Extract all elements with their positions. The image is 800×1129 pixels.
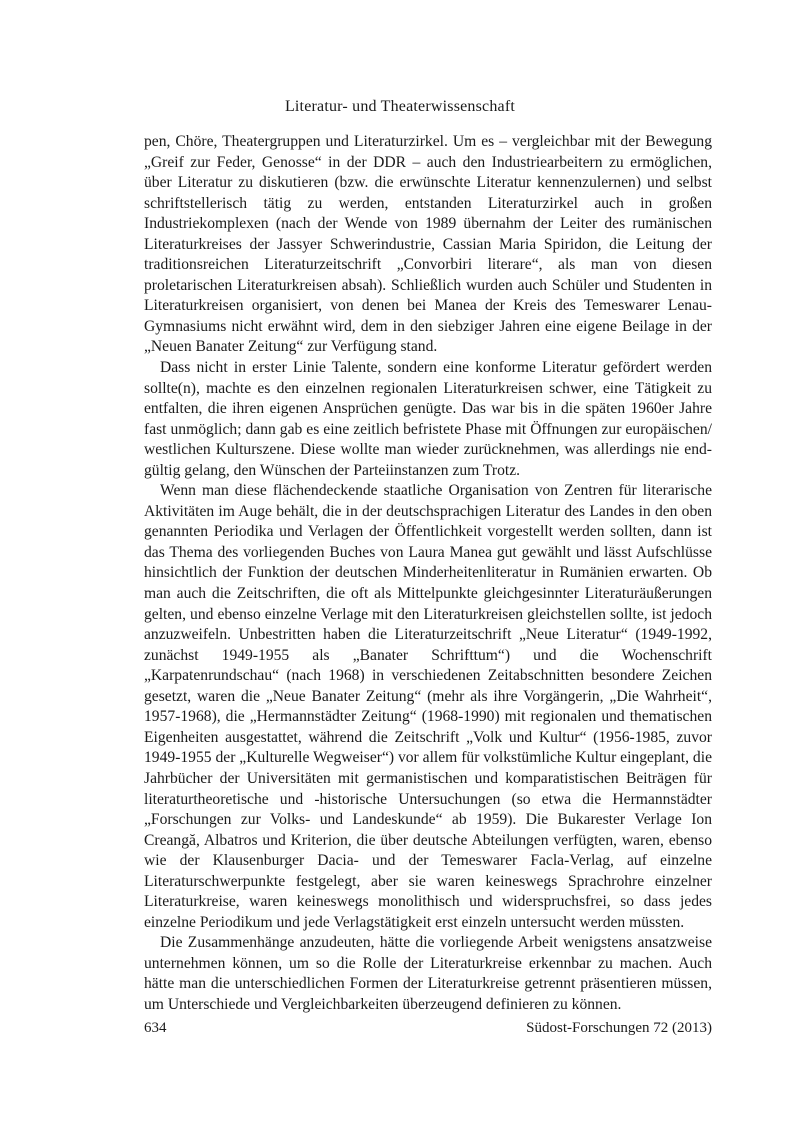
article-body [144, 132, 712, 1016]
paragraph: pen, Chöre, Theatergruppen und Literaturzirkel. Um es – vergleichbar mit der Bewegung „Greif zur Feder, Genosse“ in der DDR – auch den Industriearbeitern zu ermöglichen, über Literatur zu diskutieren (bzw. die erwünschte Literatur kennenzulernen) und selbst schriftstellerisch tätig zu werden, entstanden Literaturzirkel auch in großen Industriekomplexen (nach der Wende von 1989 übernahm der Leiter des rumänischen Literaturkreises der Jassyer Schwerindustrie, Cassian Maria Spiridon, die Leitung der traditionsreichen Literaturzeitschrift „Convorbiri literare“, als man von diesen proletarischen Literaturkreisen absah). Schließlich wurden auch Schüler und Studenten in Literaturkreisen organisiert, von denen bei Manea der Kreis des Temeswarer Lenau-Gymnasiums nicht erwähnt wird, dem in den siebziger Jahren eine eigene Beilage in der „Neuen Banater Zeitung“ zur Verfügung stand. [144, 133, 712, 356]
page-number: 634 [144, 1020, 167, 1036]
paragraph: Die Zusammenhänge anzudeuten, hätte die vorliegende Arbeit wenigstens ansatzweise unternehmen können, um so die Rolle der Literaturkreise erkennbar zu machen. Auch hätte man die unterschiedlichen Formen der Literaturkreise getrennt präsentieren müssen, um Unterschiede und Vergleichbarkeiten überzeugend definieren zu können. [144, 934, 712, 1013]
journal-citation: Südost-Forschungen 72 (2013) [526, 1020, 712, 1036]
paragraph: Wenn man diese flächendeckende staatliche Organisation von Zentren für literarische Aktivitäten im Auge behält, die in der deutschsprachigen Literatur des Landes in den oben genannten Periodika und Verlagen der Öffentlichkeit vorgestellt werden sollten, dann ist das Thema des vorliegenden Buches von Laura Manea gut gewählt und lässt Aufschlüsse hinsichtlich der Funktion der deutschen Minderheitenliteratur in Rumänien erwarten. Ob man auch die Zeitschriften, die oft als Mittelpunkte gleichgesinnter Literaturäußerungen gelten, und ebenso einzelne Verlage mit den Literaturkreisen gleichstellen sollte, ist jedoch anzuzweifeln. Unbestritten haben die Literaturzeitschrift „Neue Literatur“ (1949-1992, zunächst 1949-1955 als „Banater Schrifttum“) und die Wochenschrift „Karpatenrundschau“ (nach 1968) in verschiedenen Zeitabschnitten besondere Zeichen gesetzt, waren die „Neue Banater Zeitung“ (mehr als ihre Vorgängerin, „Die Wahrheit“, 1957-1968), die „Hermannstädter Zeitung“ (1968-1990) mit regionalen und thematischen Eigenheiten ausgestattet, während die Zeitschrift „Volk und Kultur“ (1956-1985, zuvor 1949-1955 der „Kulturelle Wegweiser“) vor allem für volkstümliche Kultur eingeplant, die Jahrbücher der Universitäten mit germanistischen und komparatistischen Beiträgen für literaturtheoretische und -historische Untersuchungen (so etwa die Hermannstädter „Forschungen zur Volks- und Landeskunde“ ab 1959). Die Bukarester Verlage Ion Creangă, Albatros und Kriterion, die über deutsche Abteilungen verfügten, waren, ebenso wie der Klausenburger Dacia- und der Temeswarer Facla-Verlag, auf einzelne Literaturschwerpunkte festgelegt, aber sie waren keineswegs Sprachrohre einzelner Literaturkreise, waren keineswegs monolithisch und widerspruchsfrei, so dass jedes einzelne Periodikum und jede Verlagstätigkeit erst einzeln untersucht werden müssten. [144, 482, 712, 931]
paragraph: Dass nicht in erster Linie Talente, sondern eine konforme Literatur gefördert werden sollte(n), machte es den einzelnen regionalen Literaturkreisen schwer, eine Tätigkeit zu entfalten, die ihren eigenen Ansprüchen genügte. Das war bis in die späten 1960er Jahre fast unmöglich; dann gab es eine zeitlich befristete Phase mit Öffnungen zur europäischen/ westlichen Kulturszene. Diese wollte man wieder zurücknehmen, was allerdings nie endgültig gelang, den Wünschen der Parteiinstanzen zum Trotz. [144, 359, 712, 479]
running-head-title: Literatur- und Theaterwissenschaft [284, 98, 516, 115]
page-footer [144, 1020, 712, 1037]
